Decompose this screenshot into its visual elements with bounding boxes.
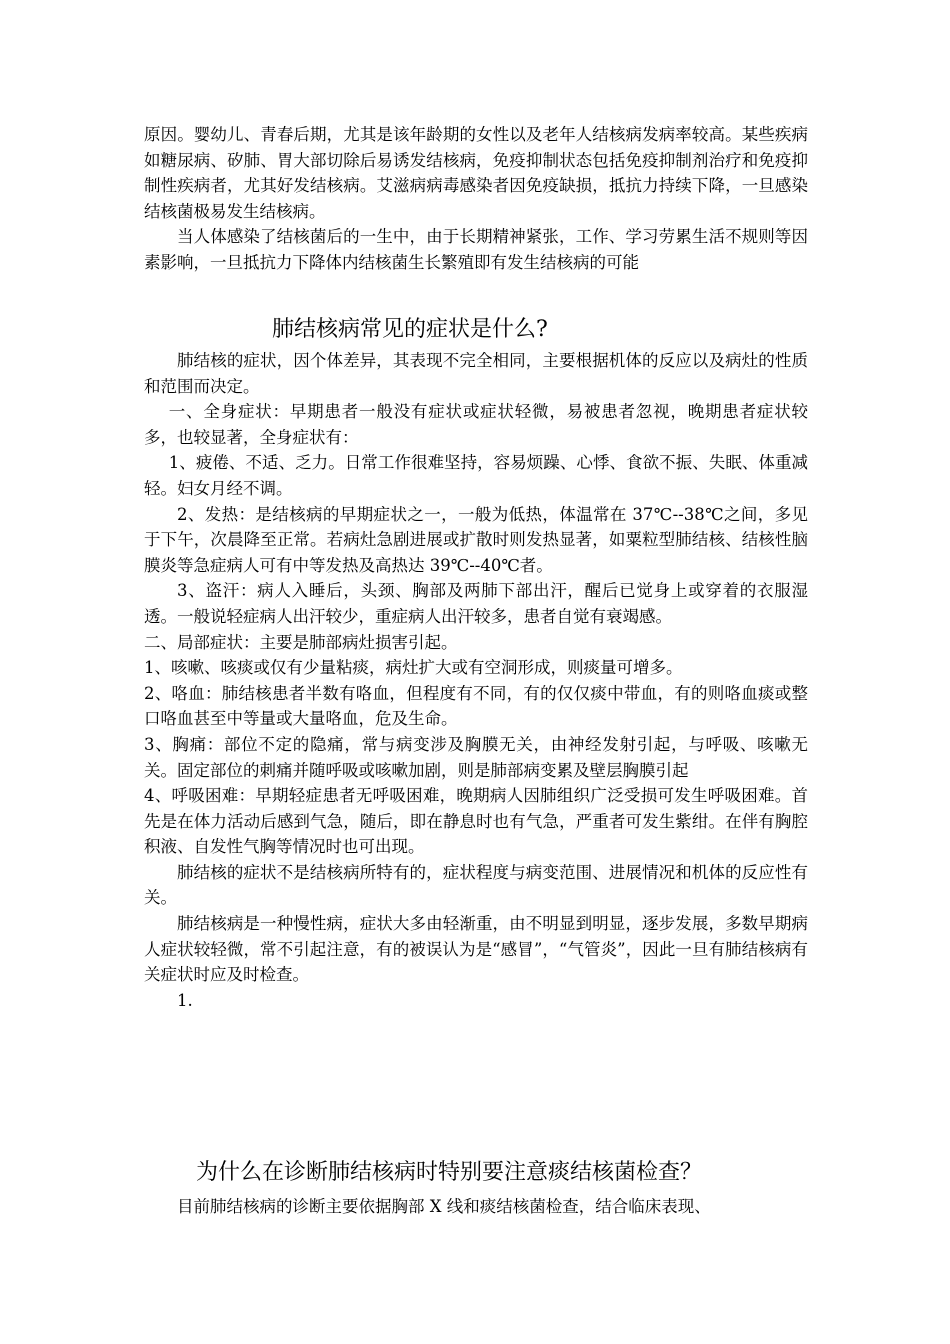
- list-number: 1.: [177, 990, 193, 1010]
- symptoms-paragraph: 肺结核的症状，因个体差异，其表现不完全相同，主要根据机体的反应以及病灶的性质和范围而决定。: [144, 351, 808, 396]
- symptoms-note-paragraph: 肺结核的症状不是结核病所特有的，症状程度与病变范围、进展情况和机体的反应性有关。: [144, 862, 808, 908]
- local-symptom-1: 1、咳嗽、咳痰或仅有少量粘痰，病灶扩大或有空洞形成，则痰量可增多。: [144, 658, 683, 678]
- general-symptom-2: 2、发热：是结核病的早期症状之一，一般为低热，体温常在 37℃--38℃之间，多见于下午，次晨降至正常。若病灶急剧进展或扩散时则发热显著，如粟粒型肺结核、结核性脑膜炎等急症病人可有中等发热及高热达 39℃--40℃者。: [144, 504, 808, 575]
- intro-paragraph-1: 原因。婴幼儿、青春后期，尤其是该年龄期的女性以及老年人结核病发病率较高。某些疾病如糖尿病、矽肺、胃大部切除后易诱发结核病，免疫抑制状态包括免疫抑制剂治疗和免疫抑制性疾病者，尤其好发结核病。艾滋病病毒感染者因免疫缺损，抵抗力持续下降，一旦感染结核菌极易发生结核病。: [144, 125, 808, 221]
- sputum-heading: 为什么在诊断肺结核病时特别要注意痰结核菌检查？: [196, 1160, 703, 1185]
- general-symptom-1: 1、疲倦、不适、乏力。日常工作很难坚持，容易烦躁、心悸、食欲不振、失眠、体重减轻。妇女月经不调。: [144, 453, 808, 498]
- chronic-disease-paragraph: 肺结核病是一种慢性病，症状大多由轻渐重，由不明显到明显，逐步发展，多数早期病人症状较轻微，常不引起注意，有的被误认为是“感冒”，“气管炎”，因此一旦有肺结核病有关症状时应及时检查。: [144, 914, 808, 985]
- local-symptom-3: 3、胸痛：部位不定的隐痛，常与病变涉及胸膜无关，由神经发射引起，与呼吸、咳嗽无关。固定部位的刺痛并随呼吸或咳嗽加剧，则是肺部病变累及壁层胸膜引起: [144, 734, 808, 780]
- symptoms-heading: 肺结核病常见的症状是什么?: [272, 317, 548, 342]
- general-symptoms-heading: 一、全身症状：早期患者一般没有症状或症状轻微，易被患者忽视，晚期患者症状较多，也较显著，全身症状有：: [144, 402, 808, 447]
- local-symptom-2: 2、咯血：肺结核患者半数有咯血，但程度有不同，有的仅仅痰中带血，有的则咯血痰或整口咯血甚至中等量或大量咯血，危及生命。: [144, 683, 808, 729]
- sputum-section: [144, 1194, 808, 1220]
- local-symptoms-heading: 二、局部症状：主要是肺部病灶损害引起。: [144, 632, 458, 652]
- intro-paragraph-2: 当人体感染了结核菌后的一生中，由于长期精神紧张，工作、学习劳累生活不规则等因素影响，一旦抵抗力下降体内结核菌生长繁殖即有发生结核病的可能: [144, 227, 808, 272]
- symptoms-section: [144, 348, 808, 1013]
- local-symptom-4: 4、呼吸困难：早期轻症患者无呼吸困难，晚期病人因肺组织广泛受损可发生呼吸困难。首先是在体力活动后感到气急，随后，即在静息时也有气急，严重者可发生紫绀。在伴有胸腔积液、自发性气胸等情况时也可出现。: [144, 786, 808, 857]
- general-symptom-3: 3、盗汗：病人入睡后，头颈、胸部及两肺下部出汗，醒后已觉身上或穿着的衣服湿透。一般说轻症病人出汗较少，重症病人出汗较多，患者自觉有衰竭感。: [144, 581, 808, 626]
- intro-section: [144, 122, 808, 276]
- sputum-paragraph: 目前肺结核病的诊断主要依据胸部 X 线和痰结核菌检查，结合临床表现、: [177, 1197, 711, 1216]
